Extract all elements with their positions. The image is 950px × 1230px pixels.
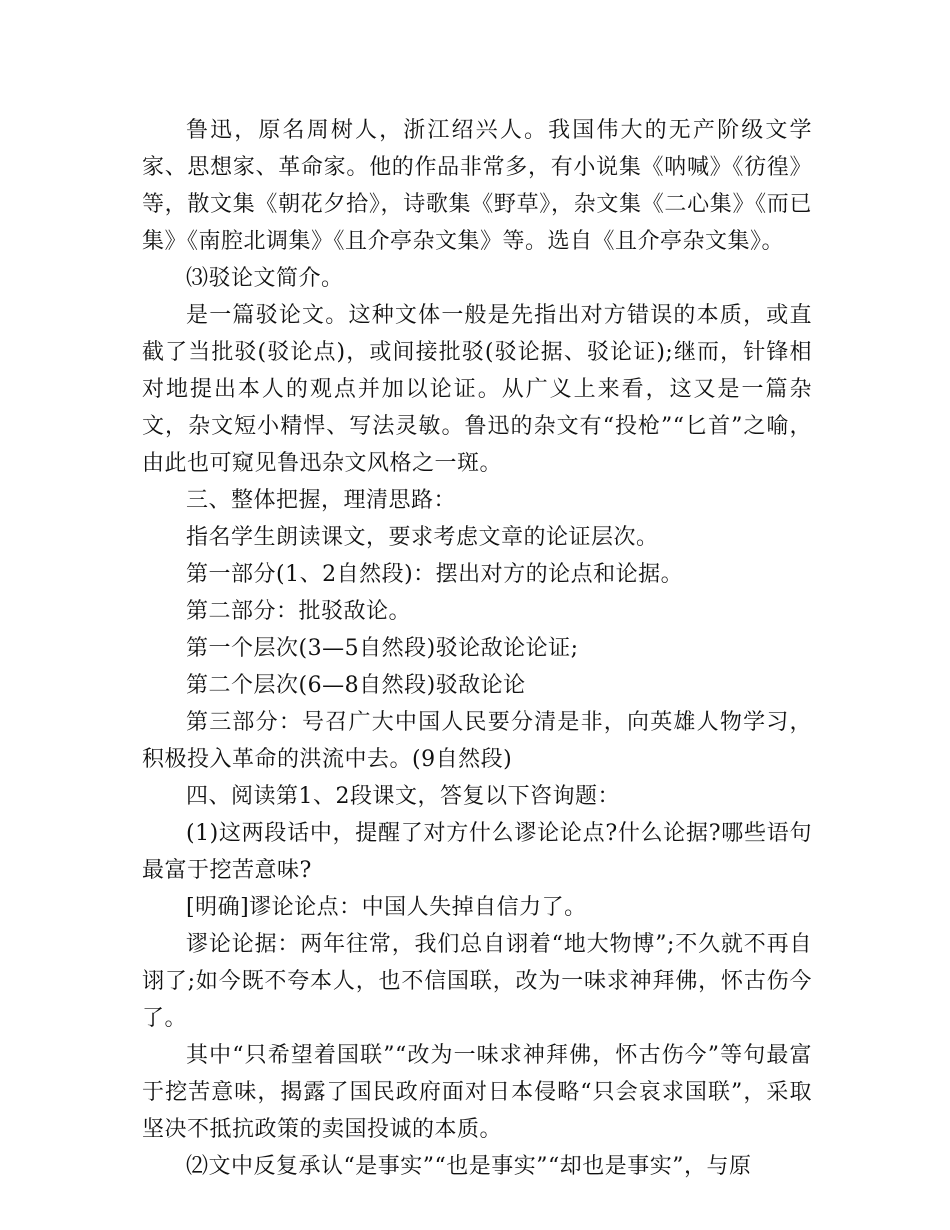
paragraph-luxun-bio: 鲁迅，原名周树人，浙江绍兴人。我国伟大的无产阶级文学家、思想家、革命家。他的作品非常多，有小说集《呐喊》《彷徨》等，散文集《朝花夕拾》，诗歌集《野草》，杂文集《二心集》《而已集》《南腔北调集》《且介亭杂文集》等。选自《且介亭杂文集》。 bbox=[142, 118, 812, 254]
paragraph-part-1: 第一部分(1、2自然段)：摆出对方的论点和论据。 bbox=[186, 562, 684, 587]
paragraph-level-1: 第一个层次(3—5自然段)驳论敌论论证; bbox=[186, 636, 579, 661]
paragraph-part-3: 第三部分：号召广大中国人民要分清是非，向英雄人物学习，积极投入革命的洪流中去。(9自然段) bbox=[142, 710, 812, 772]
section-heading-4: 四、阅读第1、2段课文，答复以下咨询题： bbox=[186, 784, 620, 809]
document-body bbox=[142, 112, 812, 1185]
paragraph-answer-evidence: 谬论论据：两年往常，我们总自诩着“地大物博”;不久就不再自诩了;如今既不夸本人，也不信国联，改为一味求神拜佛，怀古伤今了。 bbox=[142, 932, 812, 1031]
paragraph-level-2: 第二个层次(6—8自然段)驳敌论论 bbox=[186, 673, 526, 698]
paragraph-rebuttal-intro: 是一篇驳论文。这种文体一般是先指出对方错误的本质，或直截了当批驳(驳论点)，或间接批驳(驳论据、驳论证);继而，针锋相对地提出本人的观点并加以论证。从广义上来看，这又是一篇杂文，杂文短小精悍、写法灵敏。鲁迅的杂文有“投枪”“匕首”之喻，由此也可窥见鲁迅杂文风格之一斑。 bbox=[142, 303, 812, 476]
paragraph-question-1: (1)这两段话中，提醒了对方什么谬论论点?什么论据?哪些语句最富于挖苦意味? bbox=[142, 821, 812, 883]
paragraph-reading-task: 指名学生朗读课文，要求考虑文章的论证层次。 bbox=[186, 525, 659, 550]
paragraph-question-2: ⑵文中反复承认“是事实”“也是事实”“却也是事实”，与原 bbox=[186, 1154, 752, 1179]
section-heading-3: 三、整体把握，理清思路： bbox=[186, 488, 457, 513]
paragraph-answer-irony: 其中“只希望着国联”“改为一味求神拜佛，怀古伤今”等句最富于挖苦意味，揭露了国民政府面对日本侵略“只会哀求国联”，采取坚决不抵抗政策的卖国投诚的本质。 bbox=[142, 1043, 812, 1142]
paragraph-heading-3: ⑶驳论文简介。 bbox=[186, 266, 344, 291]
paragraph-answer-point: [明确]谬论论点：中国人失掉自信力了。 bbox=[186, 895, 587, 920]
paragraph-part-2: 第二部分：批驳敌论。 bbox=[186, 599, 412, 624]
